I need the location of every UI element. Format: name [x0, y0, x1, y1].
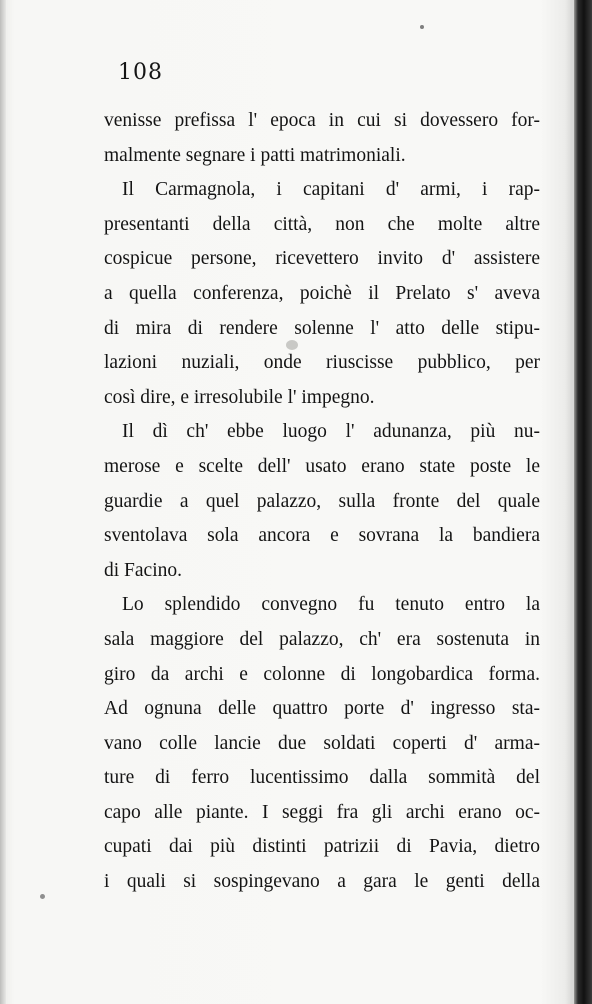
text-line: venisse prefissa l' epoca in cui si dovessero for- [104, 110, 540, 131]
text-line: capo alle piante. I seggi fra gli archi erano oc- [104, 801, 540, 823]
text-line: di Facino. [104, 559, 182, 581]
text-line: vano colle lancie due soldati coperti d' arma- [104, 732, 540, 754]
text-line: Lo splendido convegno fu tenuto entro la [122, 594, 540, 616]
text-line: Il Carmagnola, i capitani d' armi, i rap- [122, 179, 540, 201]
text-line: lazioni nuziali, onde riuscisse pubblico, per [104, 352, 540, 374]
text-line: guardie a quel palazzo, sulla fronte del quale [104, 490, 540, 512]
page-number: 108 [118, 60, 163, 85]
page-left-edge [0, 0, 6, 1004]
text-line: giro da archi e colonne di longobardica forma. [104, 663, 540, 685]
text-line: così dire, e irresolubile l' impegno. [104, 386, 375, 408]
text-line: i quali si sospingevano a gara le genti della [104, 871, 540, 893]
body-text [104, 104, 540, 900]
text-line: malmente segnare i patti matrimoniali. [104, 144, 406, 166]
book-spine-edge [574, 0, 592, 1004]
text-line: Il dì ch' ebbe luogo l' adunanza, più nu- [122, 421, 540, 443]
text-line: sala maggiore del palazzo, ch' era sostenuta in [104, 628, 540, 650]
text-line: Ad ognuna delle quattro porte d' ingresso sta- [104, 698, 540, 720]
paper-stain [286, 340, 298, 350]
text-line: cospicue persone, ricevettero invito d' assistere [104, 248, 540, 270]
text-line: merose e scelte dell' usato erano state poste le [104, 455, 540, 477]
ink-speck [40, 894, 45, 899]
text-line: di mira di rendere solenne l' atto delle stipu- [104, 317, 540, 339]
ink-speck [420, 25, 424, 29]
text-line: a quella conferenza, poichè il Prelato s' aveva [104, 282, 540, 304]
text-line: sventolava sola ancora e sovrana la bandiera [104, 525, 540, 547]
text-line: ture di ferro lucentissimo dalla sommità del [104, 767, 540, 789]
text-line: presentanti della città, non che molte altre [104, 213, 540, 235]
text-line: cupati dai più distinti patrizii di Pavia, dietro [104, 836, 540, 858]
